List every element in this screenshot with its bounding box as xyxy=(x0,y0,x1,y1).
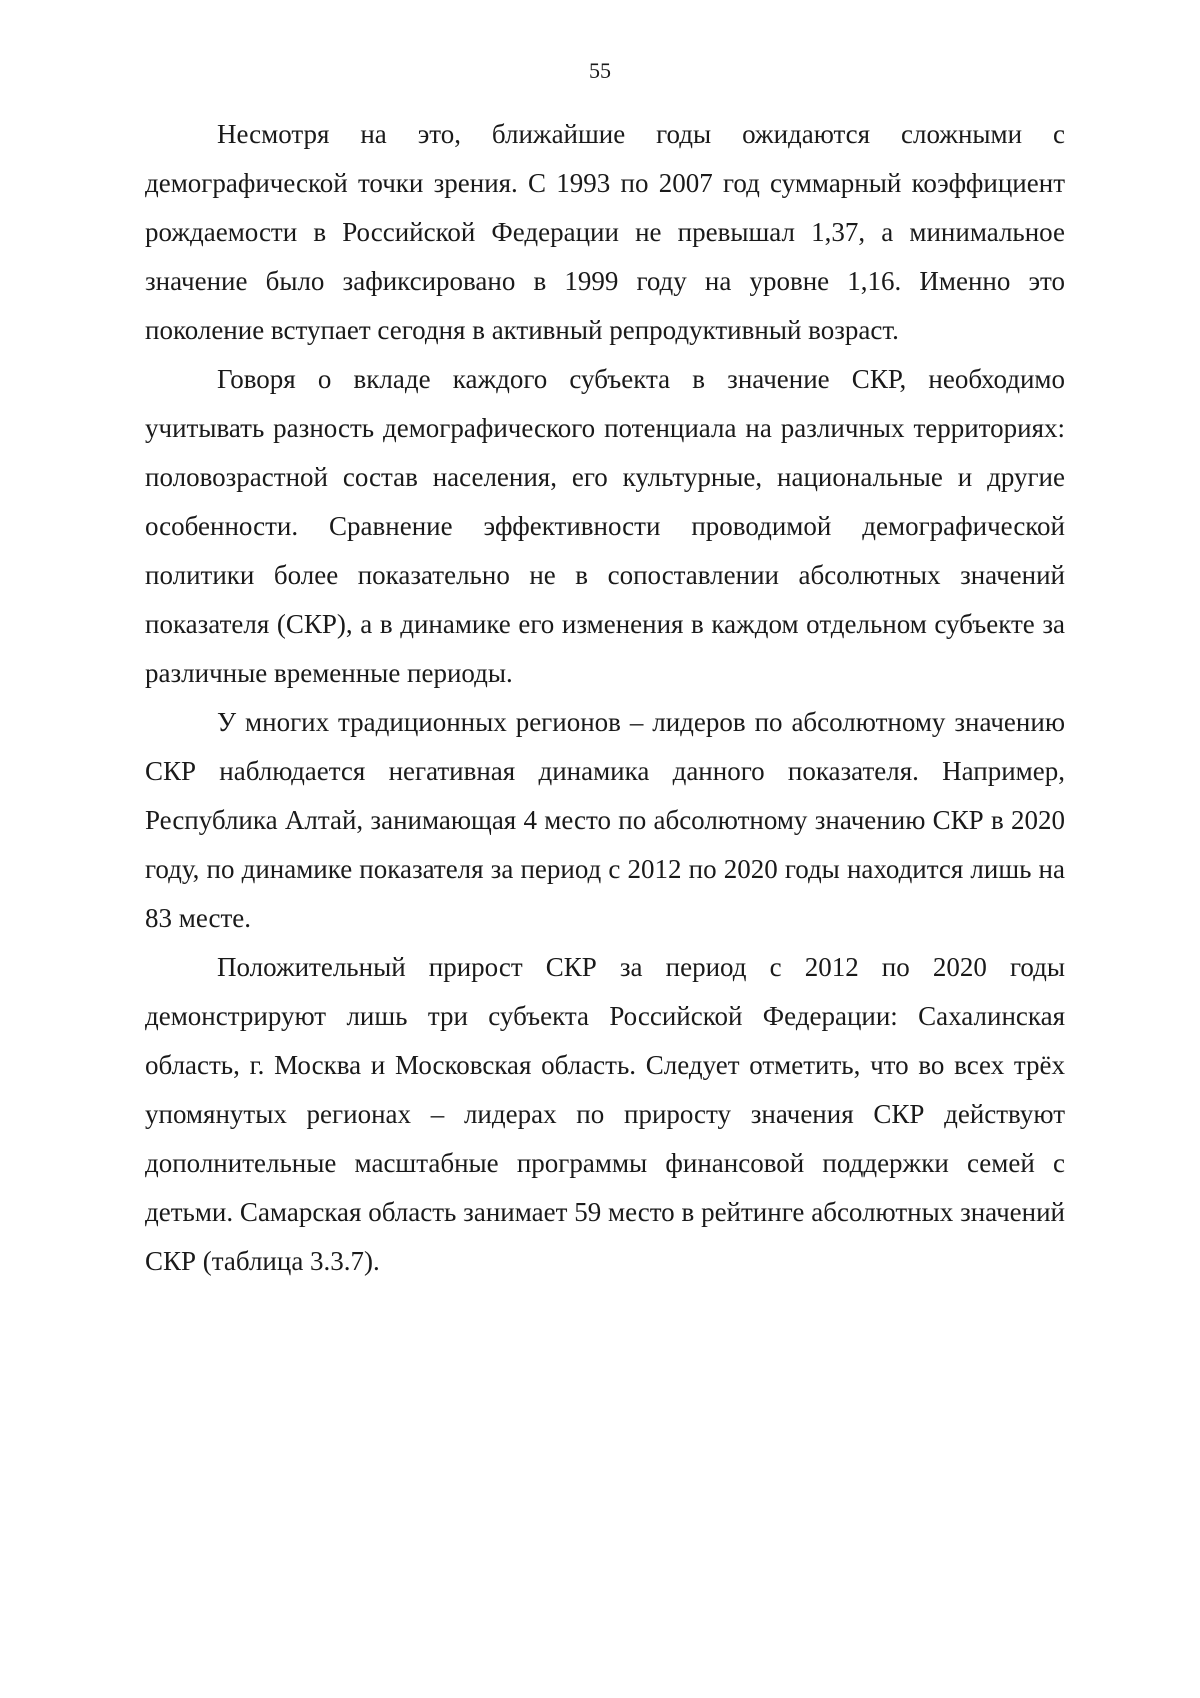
paragraph-3: У многих традиционных регионов – лидеров по абсолютному значению СКР наблюдается негативная динамика данного показателя. Например, Республика Алтай, занимающая 4 место по абсолютному значению СКР в 2020 году, по динамике показателя за период с 2012 по 2020 годы находится лишь на 83 месте. xyxy=(145,707,1065,933)
paragraph-2: Говоря о вкладе каждого субъекта в значение СКР, необходимо учитывать разность демографического потенциала на различных территориях: половозрастной состав населения, его культурные, национальные и другие особенности. Сравнение эффективности проводимой демографической политики более показательно не в сопоставлении абсолютных значений показателя (СКР), а в динамике его изменения в каждом отдельном субъекте за различные временные периоды. xyxy=(145,364,1065,688)
paragraph-1: Несмотря на это, ближайшие годы ожидаются сложными с демографической точки зрения. С 1993 по 2007 год суммарный коэффициент рождаемости в Российской Федерации не превышал 1,37, а минимальное значение было зафиксировано в 1999 году на уровне 1,16. Именно это поколение вступает сегодня в активный репродуктивный возраст. xyxy=(145,119,1065,345)
document-body xyxy=(145,110,1065,1286)
paragraph-4: Положительный прирост СКР за период с 2012 по 2020 годы демонстрируют лишь три субъекта Российской Федерации: Сахалинская область, г. Москва и Московская область. Следует отметить, что во всех трёх упомянутых регионах – лидерах по приросту значения СКР действуют дополнительные масштабные программы финансовой поддержки семей с детьми. Самарская область занимает 59 место в рейтинге абсолютных значений СКР (таблица 3.3.7). xyxy=(145,952,1065,1276)
page-number: 55 xyxy=(589,58,611,83)
